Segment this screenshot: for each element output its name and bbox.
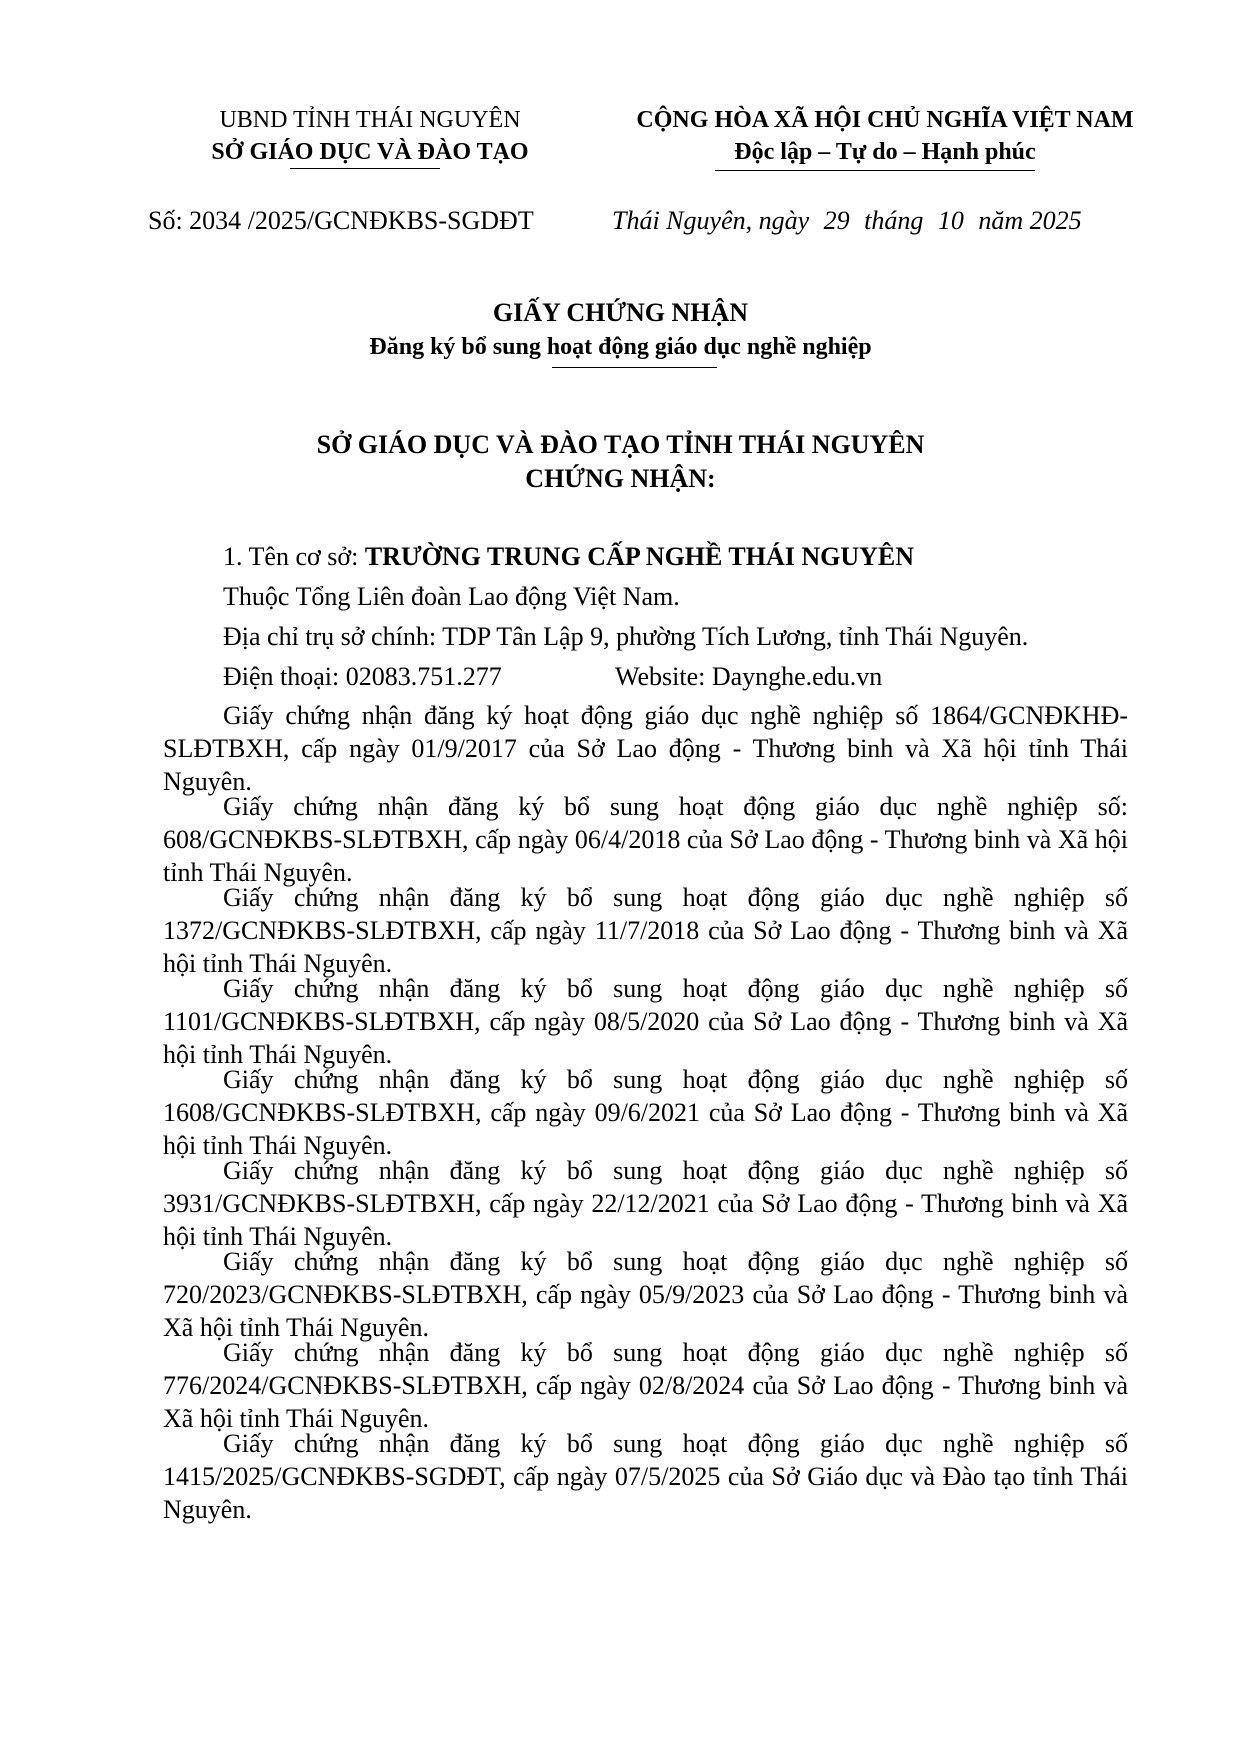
document-date (612, 206, 1082, 236)
subtitle-underline (552, 367, 717, 368)
certificate-paragraph: Giấy chứng nhận đăng ký bổ sung hoạt động giáo dục nghề nghiệp số 1101/GCNĐKBS-SLĐTBXH, cấp ngày 08/5/2020 của Sở Lao động - Thương binh và Xã hội tỉnh Thái Nguyên. (163, 974, 1128, 1069)
date-year-label: năm (978, 206, 1024, 235)
date-prefix: Thái Nguyên, ngày (612, 206, 810, 235)
org-underline (290, 168, 440, 169)
motto-underline (715, 170, 1035, 171)
school-affiliation: Thuộc Tổng Liên đoàn Lao động Việt Nam. (223, 582, 680, 611)
org-line-2: SỞ GIÁO DỤC VÀ ĐÀO TẠO (211, 139, 529, 165)
school-name: TRƯỜNG TRUNG CẤP NGHỀ THÁI NGUYÊN (364, 542, 915, 571)
date-month: 10 (937, 206, 964, 235)
school-name-label: 1. Tên cơ sở: (223, 542, 365, 571)
school-name-line (223, 540, 914, 573)
nation-line-2: Độc lập – Tự do – Hạnh phúc (734, 139, 1036, 165)
certificate-paragraph: Giấy chứng nhận đăng ký bổ sung hoạt động giáo dục nghề nghiệp số: 608/GCNĐKBS-SLĐTBXH, cấp ngày 06/4/2018 của Sở Lao động - Thương binh và Xã hội tỉnh Thái Nguyên. (163, 792, 1128, 887)
school-website: Website: Daynghe.edu.vn (615, 662, 883, 691)
certificate-paragraph: Giấy chứng nhận đăng ký bổ sung hoạt động giáo dục nghề nghiệp số 1608/GCNĐKBS-SLĐTBXH, cấp ngày 09/6/2021 của Sở Lao động - Thương binh và Xã hội tỉnh Thái Nguyên. (163, 1065, 1128, 1160)
certificate-subtitle: Đăng ký bổ sung hoạt động giáo dục nghề nghiệp (369, 334, 872, 360)
school-phone: Điện thoại: 02083.751.277 (223, 662, 502, 691)
certificate-paragraph: Giấy chứng nhận đăng ký bổ sung hoạt động giáo dục nghề nghiệp số 720/2023/GCNĐKBS-SLĐTBXH, cấp ngày 05/9/2023 của Sở Lao động - Thương binh và Xã hội tỉnh Thái Nguyên. (163, 1247, 1128, 1342)
org-line-1: UBND TỈNH THÁI NGUYÊN (219, 107, 521, 133)
national-motto (600, 104, 1170, 168)
nation-line-1: CỘNG HÒA XÃ HỘI CHỦ NGHĨA VIỆT NAM (636, 107, 1134, 133)
issuing-authority (170, 104, 570, 168)
date-year: 2025 (1029, 206, 1082, 235)
certificate-paragraph: Giấy chứng nhận đăng ký bổ sung hoạt động giáo dục nghề nghiệp số 3931/GCNĐKBS-SLĐTBXH, cấp ngày 22/12/2021 của Sở Lao động - Thương binh và Xã hội tỉnh Thái Nguyên. (163, 1156, 1128, 1251)
authority-heading: SỞ GIÁO DỤC VÀ ĐÀO TẠO TỈNH THÁI NGUYÊN (316, 430, 925, 459)
certificate-paragraph: Giấy chứng nhận đăng ký hoạt động giáo dục nghề nghiệp số 1864/GCNĐKHĐ-SLĐTBXH, cấp ngày 01/9/2017 của Sở Lao động - Thương binh và Xã hội tỉnh Thái Nguyên. (163, 701, 1128, 796)
certificate-paragraph: Giấy chứng nhận đăng ký bổ sung hoạt động giáo dục nghề nghiệp số 1372/GCNĐKBS-SLĐTBXH, cấp ngày 11/7/2018 của Sở Lao động - Thương binh và Xã hội tỉnh Thái Nguyên. (163, 883, 1128, 978)
certificate-paragraph: Giấy chứng nhận đăng ký bổ sung hoạt động giáo dục nghề nghiệp số 776/2024/GCNĐKBS-SLĐTBXH, cấp ngày 02/8/2024 của Sở Lao động - Thương binh và Xã hội tỉnh Thái Nguyên. (163, 1338, 1128, 1433)
document-number: Số: 2034 /2025/GCNĐKBS-SGDĐT (148, 206, 534, 235)
date-day: 29 (823, 206, 850, 235)
certifies-heading: CHỨNG NHẬN: (525, 464, 716, 493)
school-address: Địa chỉ trụ sở chính: TDP Tân Lập 9, phường Tích Lương, tỉnh Thái Nguyên. (223, 622, 1029, 651)
date-month-label: tháng (864, 206, 924, 235)
certificate-title: GIẤY CHỨNG NHẬN (492, 298, 749, 327)
certificate-paragraph: Giấy chứng nhận đăng ký bổ sung hoạt động giáo dục nghề nghiệp số 1415/2025/GCNĐKBS-SGDĐT, cấp ngày 07/5/2025 của Sở Giáo dục và Đào tạo tỉnh Thái Nguyên. (163, 1429, 1128, 1524)
